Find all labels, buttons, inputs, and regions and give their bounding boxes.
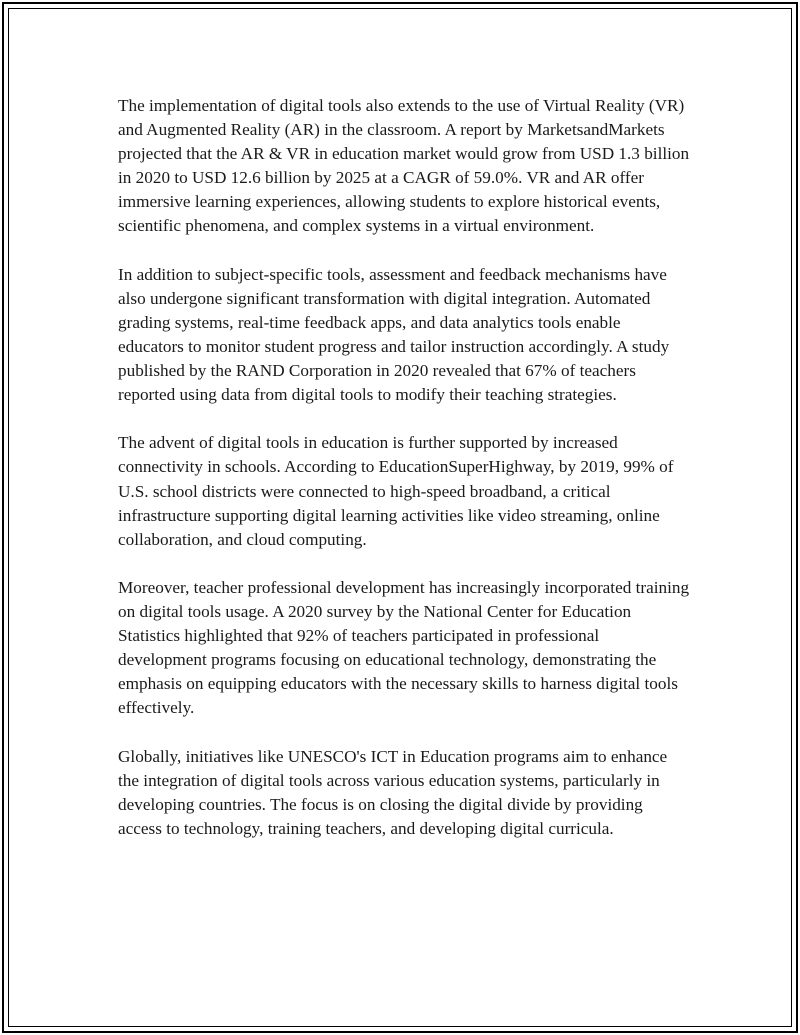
- paragraph-vr-ar: The implementation of digital tools also extends to the use of Virtual Reality (VR) and Augmented Reality (AR) in the classroom. A report by MarketsandMarkets projected that the AR & VR in education market would grow from USD 1.3 billion in 2020 to USD 12.6 billion by 2025 at a CAGR of 59.0%. VR and AR offer immersive learning experiences, allowing students to explore historical events, scientific phenomena, and complex systems in a virtual environment.: [118, 96, 690, 236]
- paragraph-global-initiatives: Globally, initiatives like UNESCO's ICT in Education programs aim to enhance the integration of digital tools across various education systems, particularly in developing countries. The focus is on closing the digital divide by providing access to technology, training teachers, and developing digital curricula.: [118, 746, 668, 838]
- paragraph-professional-development: Moreover, teacher professional development has increasingly incorporated training on digital tools usage. A 2020 survey by the National Center for Education Statistics highlighted that 92% of teachers participated in professional development programs focusing on educational technology, demonstrating the emphasis on equipping educators with the necessary skills to harness digital tools effectively.: [118, 577, 690, 718]
- document-body: [118, 94, 690, 865]
- paragraph-assessment-feedback: In addition to subject-specific tools, assessment and feedback mechanisms have also undergone significant transformation with digital integration. Automated grading systems, real-time feedback apps, and data analytics tools enable educators to monitor student progress and tailor instruction accordingly. A study published by the RAND Corporation in 2020 revealed that 67% of teachers reported using data from digital tools to modify their teaching strategies.: [118, 264, 670, 405]
- paragraph-connectivity: The advent of digital tools in education is further supported by increased connectivity in schools. According to EducationSuperHighway, by 2019, 99% of U.S. school districts were connected to high-speed broadband, a critical infrastructure supporting digital learning activities like video streaming, online collaboration, and cloud computing.: [118, 433, 674, 549]
